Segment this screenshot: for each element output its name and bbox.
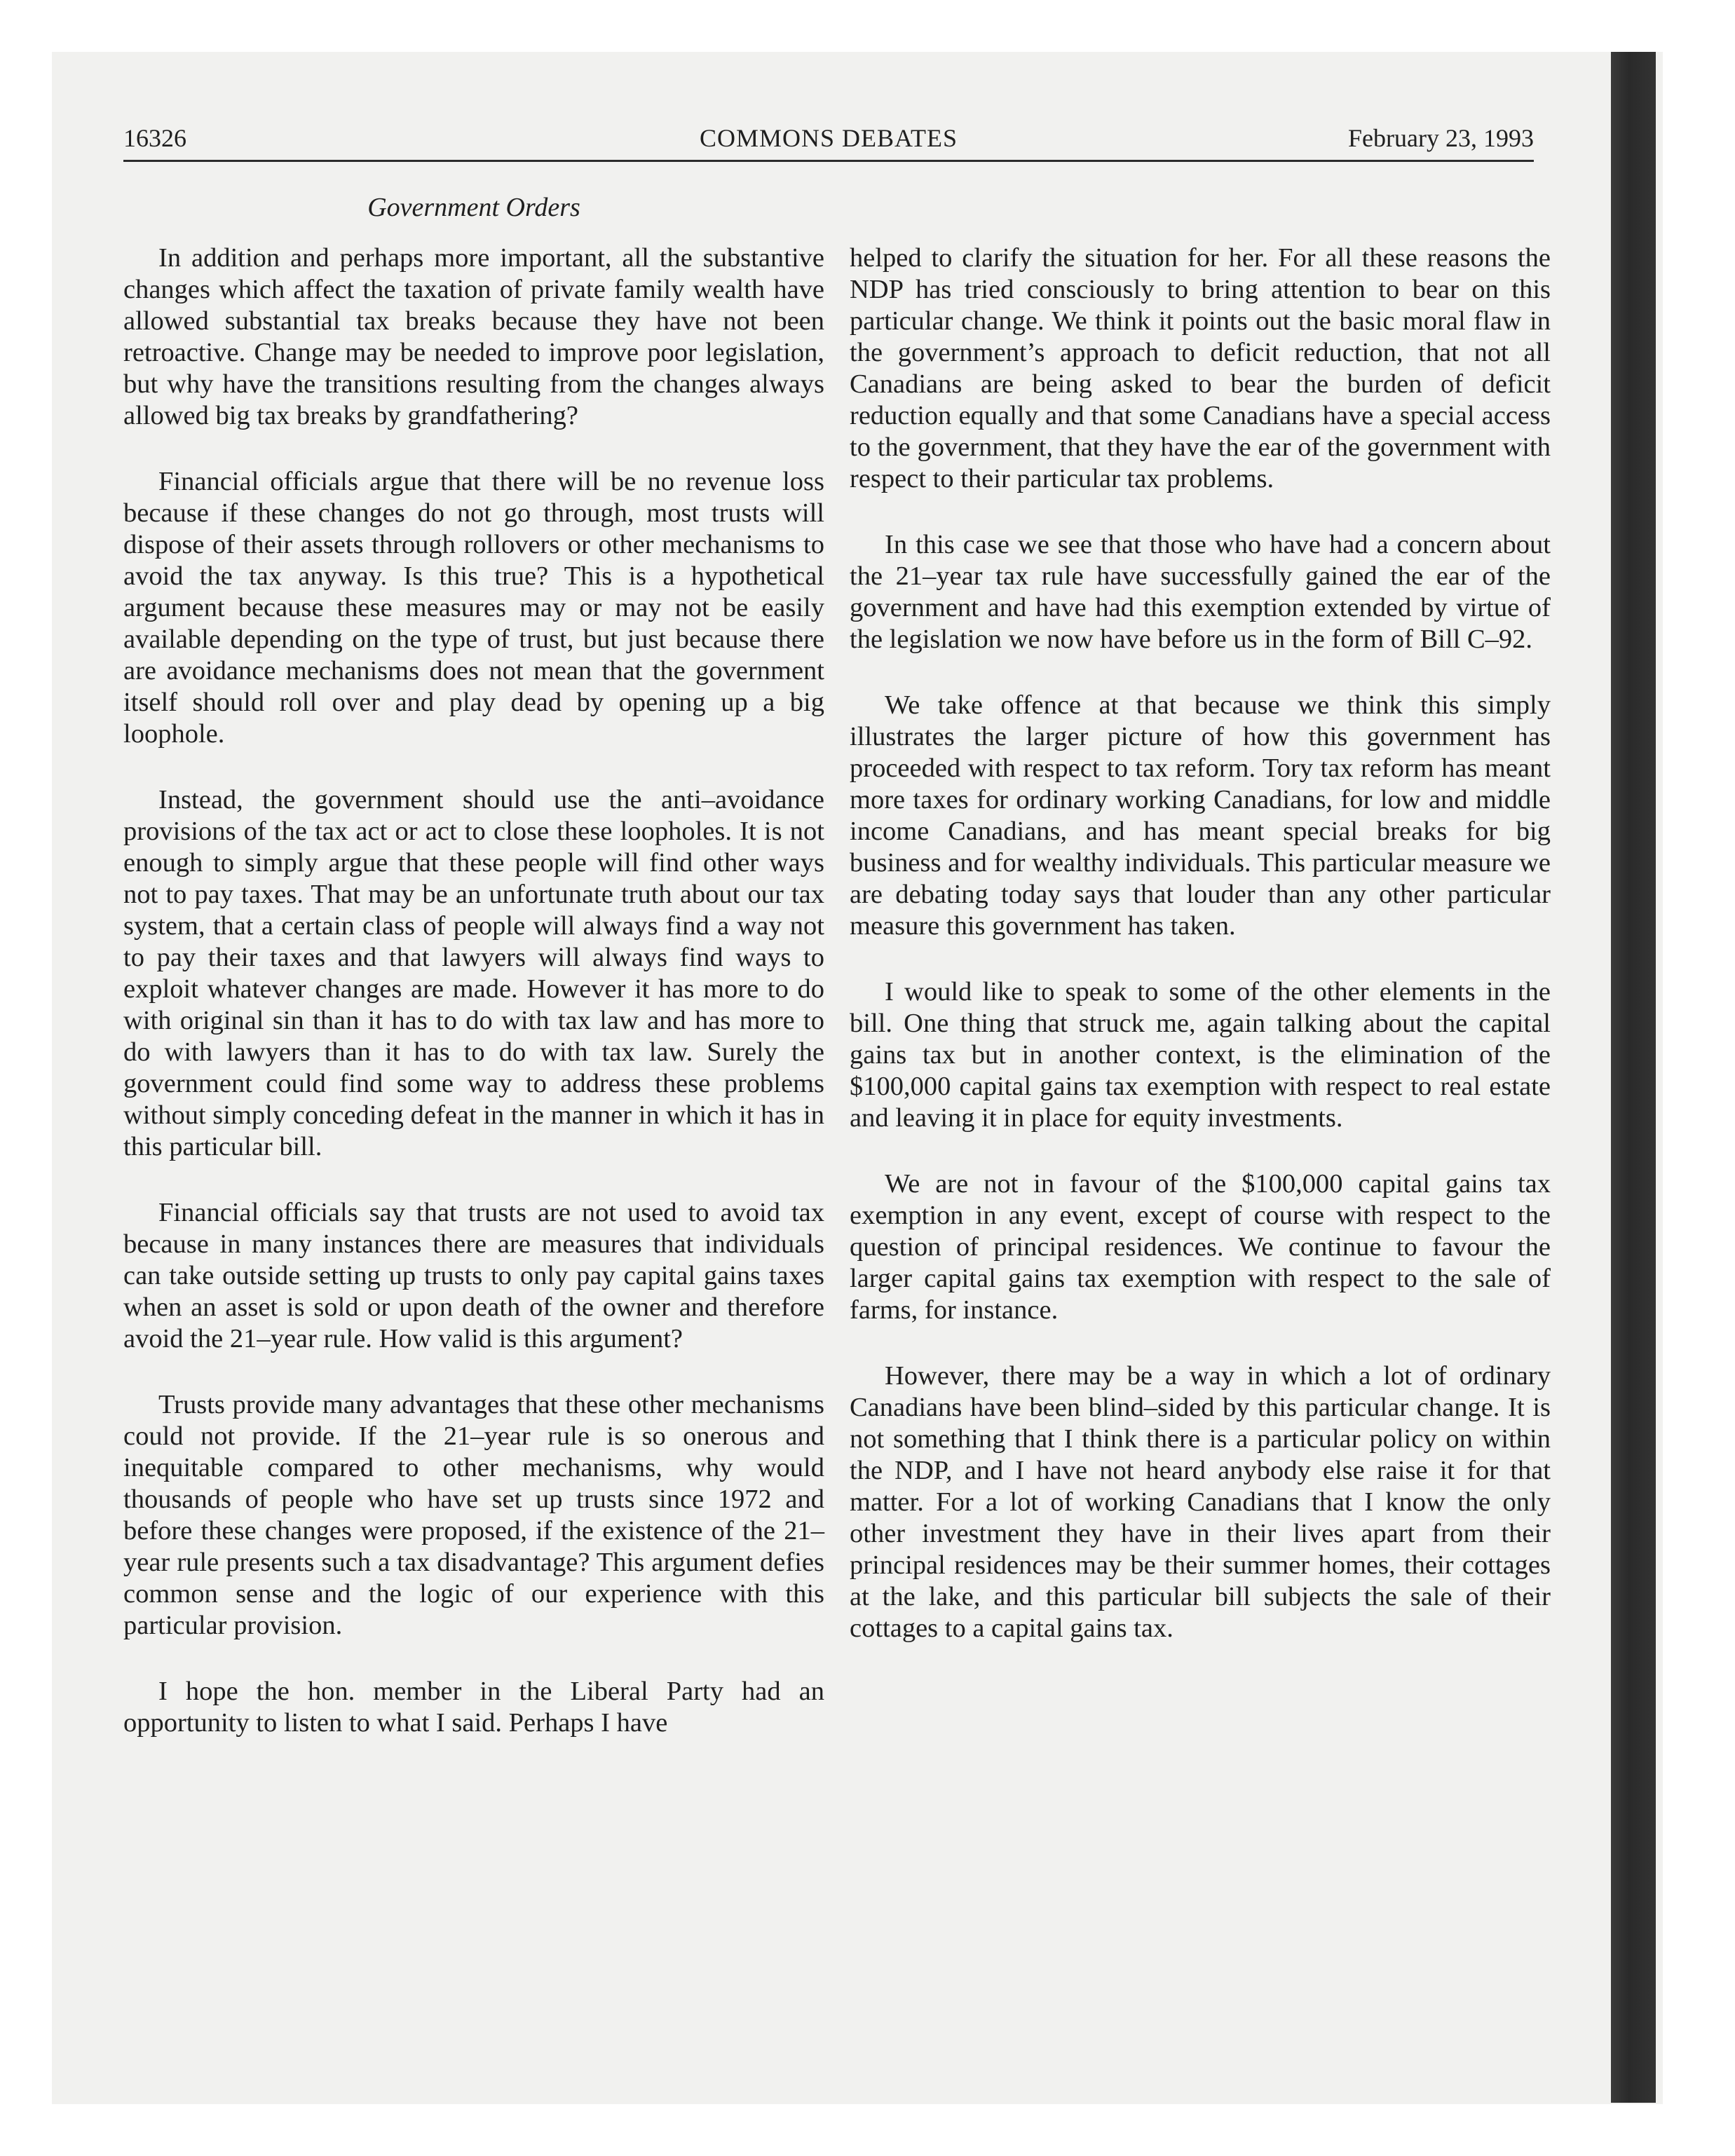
left-paragraph-5: Trusts provide many advantages that these other mechanisms could not provide. If the 21–year rule is so onerous and inequitable compared to other mechanisms, why would thousands of people who have set up trusts since 1972 and before these changes were proposed, if the existence of the 21–year rule presents such a tax disadvantage? This argument defies common sense and the logic of our experience with this particular provision. [123, 1390, 824, 1640]
right-paragraph-3: We take offence at that because we think this simply illustrates the larger picture of how this government has proceeded with respect to tax reform. Tory tax reform has meant more taxes for ordinary working Canadians, for low and middle income Canadians, and has meant special breaks for big business and for wealthy individuals. This particular measure we are debating today says that louder than any other particular measure this government has taken. [850, 690, 1551, 941]
right-column [850, 243, 1551, 1960]
left-paragraph-6: I hope the hon. member in the Liberal Party had an opportunity to listen to what I said. Perhaps I have [123, 1677, 824, 1738]
page-number: 16326 [123, 124, 186, 152]
left-column [123, 243, 824, 1960]
left-paragraph-1: In addition and perhaps more important, all the substantive changes which affect the taxation of private family wealth have allowed substantial tax breaks because they have not been retroactive. Change may be needed to improve poor legislation, but why have the transitions resulting from the changes always allowed big tax breaks by grandfathering? [123, 243, 824, 430]
right-paragraph-4: I would like to speak to some of the other elements in the bill. One thing that struck me, again talking about the capital gains tax but in another context, is the elimination of the $100,000 capital gains tax exemption with respect to real estate and leaving it in place for equity investments. [850, 977, 1551, 1133]
scan-edge-shadow [1611, 52, 1656, 2103]
right-paragraph-1: helped to clarify the situation for her. For all these reasons the NDP has tried consciously to bring attention to bear on this particular change. We think it points out the basic moral flaw in the government’s approach to deficit reduction, that not all Canadians are being asked to bear the burden of deficit reduction equally and that some Canadians have a special access to the government, that they have the ear of the government with respect to their particular tax problems. [850, 243, 1551, 493]
section-heading: Government Orders [367, 193, 580, 222]
left-paragraph-3: Instead, the government should use the anti–avoidance provisions of the tax act or act to close these loopholes. It is not enough to simply argue that these people will find other ways not to pay taxes. That may be an unfortunate truth about our tax system, that a certain class of people will always find a way not to pay their taxes and that lawyers will always find ways to exploit whatever changes are made. However it has more to do with original sin than it has to do with tax law and has more to do with lawyers than it has to do with tax law. Surely the government could find some way to address these problems without simply conceding defeat in the manner in which it has in this particular bill. [123, 785, 824, 1161]
header-rule [123, 160, 1534, 162]
right-paragraph-2: In this case we see that those who have had a concern about the 21–year tax rule have successfully gained the ear of the government and have had this exemption extended by virtue of the legislation we now have before us in the form of Bill C–92. [850, 530, 1551, 654]
left-paragraph-4: Financial officials say that trusts are not used to avoid tax because in many instances there are measures that individuals can take outside setting up trusts to only pay capital gains taxes when an asset is sold or upon death of the owner and therefore avoid the 21–year rule. How valid is this argument? [123, 1198, 824, 1353]
issue-date: February 23, 1993 [1348, 124, 1534, 152]
left-paragraph-2: Financial officials argue that there will be no revenue loss because if these changes do not go through, most trusts will dispose of their assets through rollovers or other mechanisms to avoid the tax anyway. Is this true? This is a hypothetical argument because these measures may or may not be easily available depending on the type of trust, but just because there are avoidance mechanisms does not mean that the government itself should roll over and play dead by opening up a big loophole. [123, 467, 824, 749]
right-paragraph-5: We are not in favour of the $100,000 capital gains tax exemption in any event, except of course with respect to the question of principal residences. We continue to favour the larger capital gains tax exemption with respect to the sale of farms, for instance. [850, 1169, 1551, 1325]
right-paragraph-6: However, there may be a way in which a lot of ordinary Canadians have been blind–sided by this particular change. It is not something that I think there is a particular policy on within the NDP, and I have not heard anybody else raise it for that matter. For a lot of working Canadians that I know the only other investment they have in their lives apart from their principal residences may be their summer homes, their cottages at the lake, and this particular bill subjects the sale of their cottages to a capital gains tax. [850, 1361, 1551, 1643]
publication-title: COMMONS DEBATES [699, 124, 958, 152]
running-header [123, 118, 1534, 160]
